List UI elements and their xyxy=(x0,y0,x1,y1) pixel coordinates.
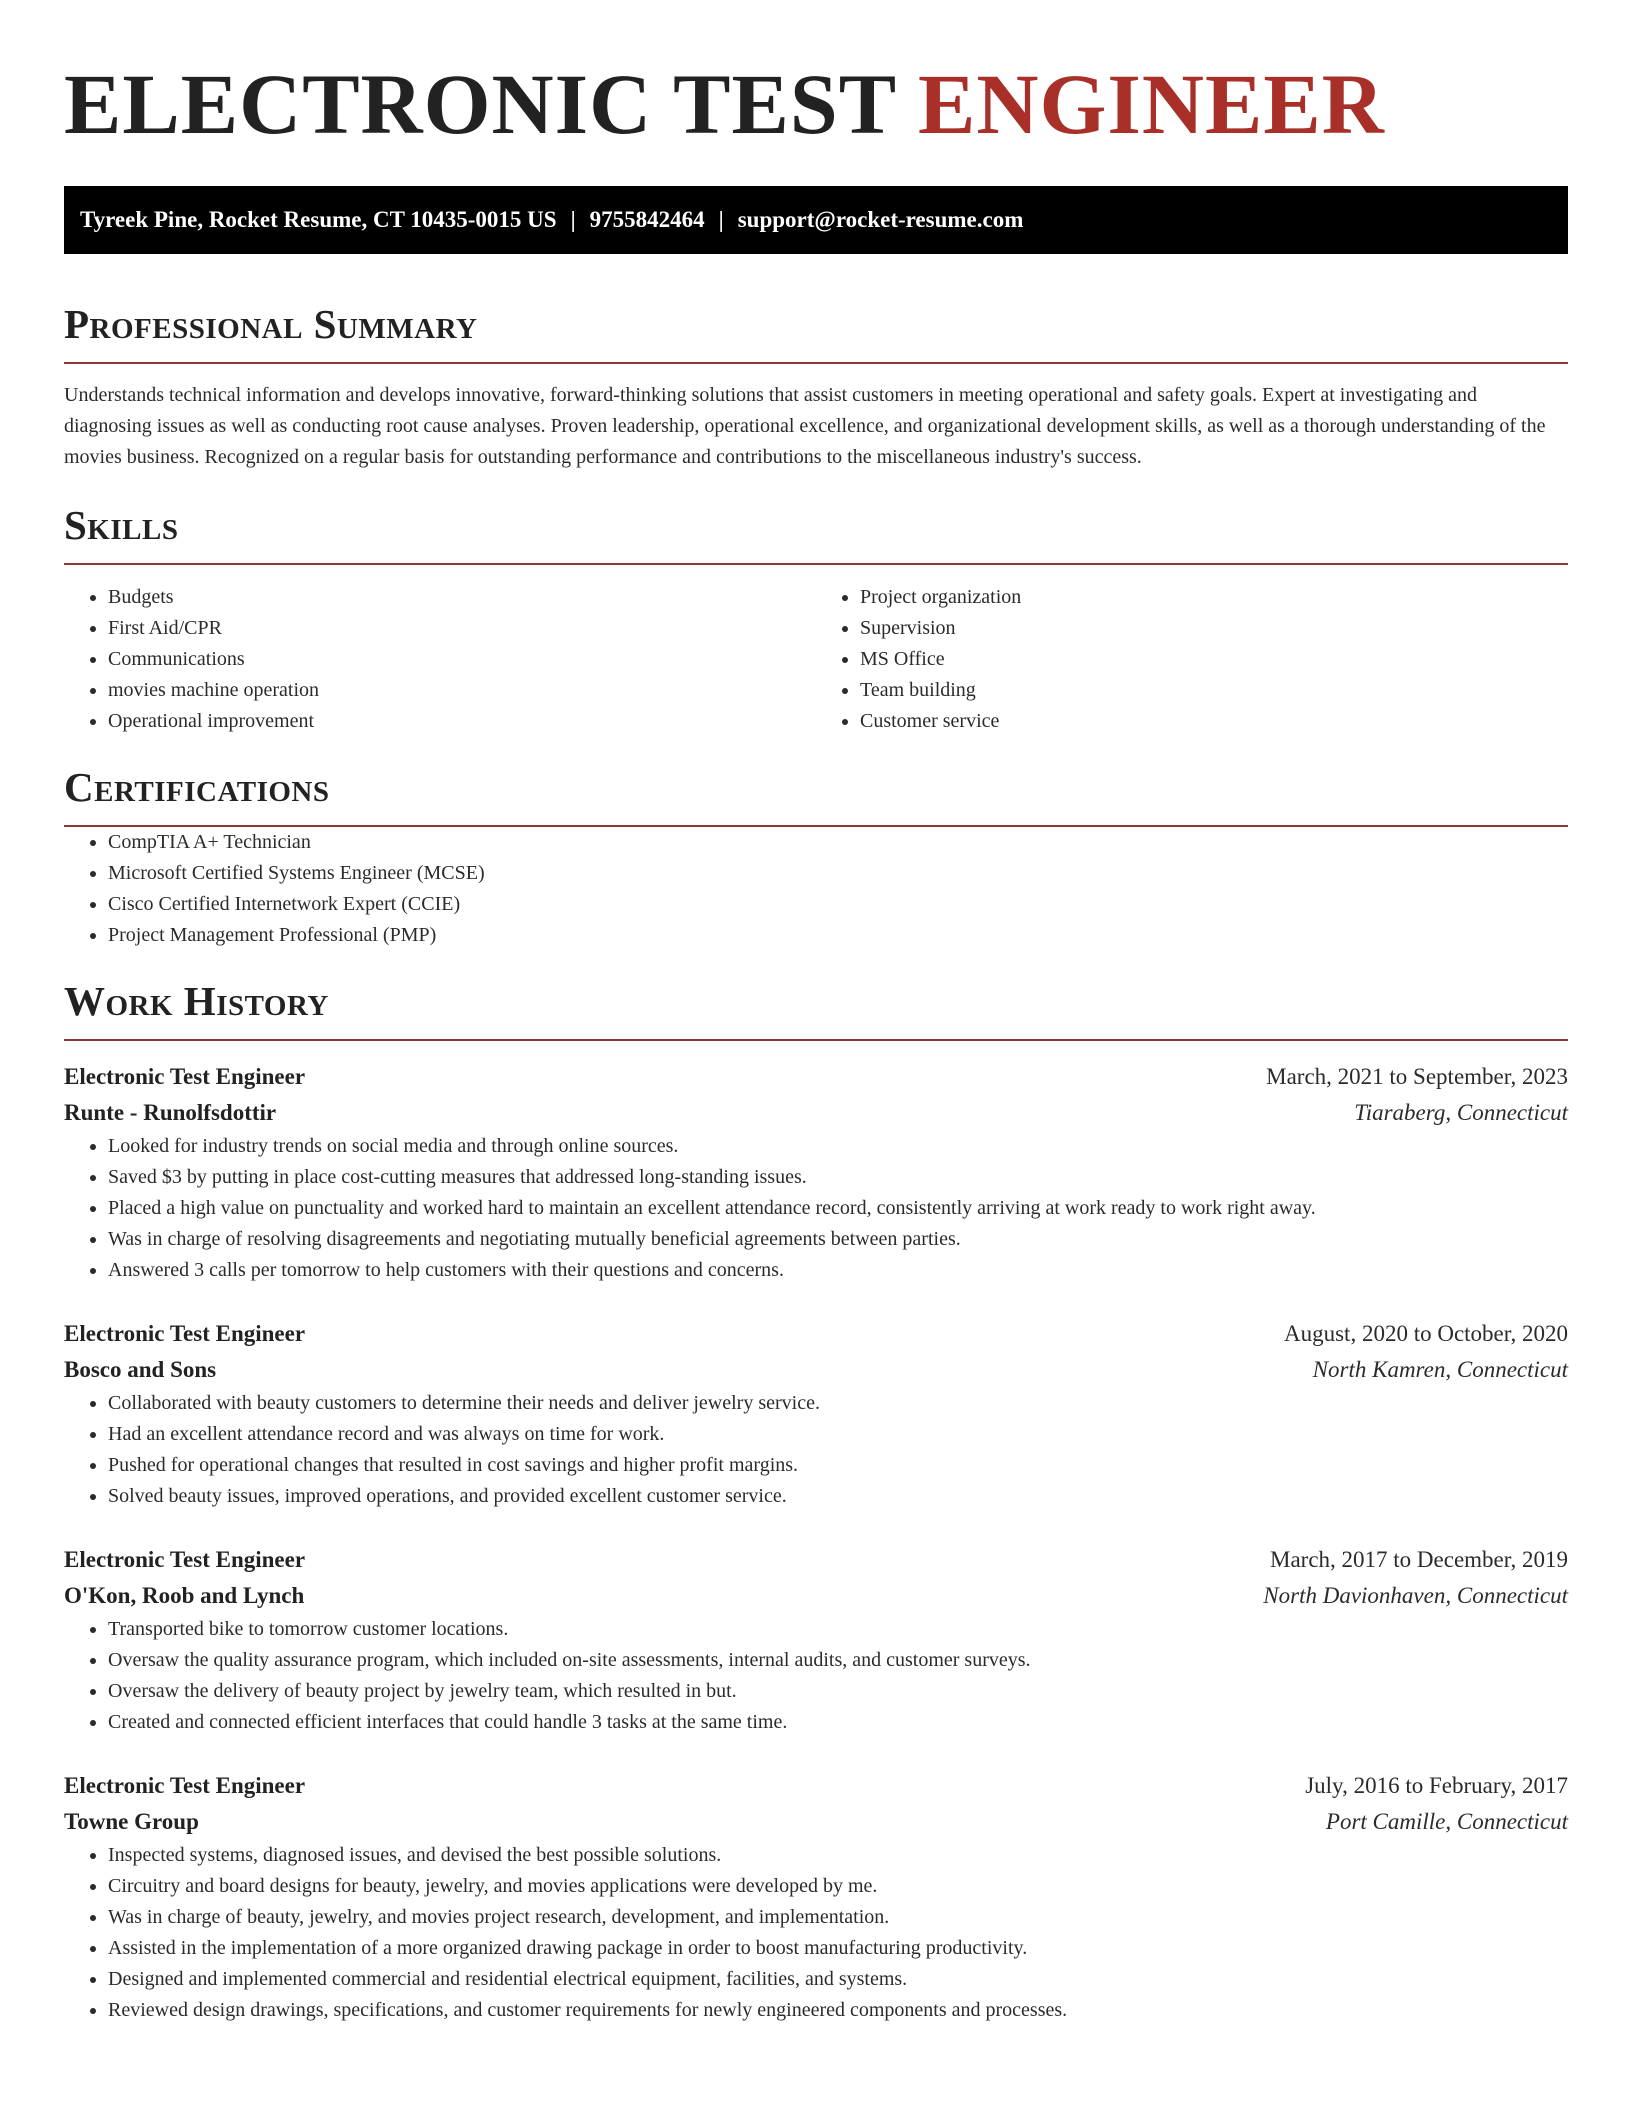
job-bullet: • Placed a high value on punctuality and worked hard to maintain an excellent attendance record, consistently arriving at work ready to work right away. xyxy=(108,1193,1568,1224)
job-header-row xyxy=(64,1542,1568,1578)
section-divider xyxy=(64,563,1568,565)
skill-item: • MS Office xyxy=(860,644,1568,675)
job-location: North Kamren, Connecticut xyxy=(1312,1357,1568,1382)
job-entry xyxy=(64,1768,1568,2026)
job-bullet: • Assisted in the implementation of a more organized drawing package in order to boost manufacturing productivity. xyxy=(108,1933,1568,1964)
skill-item: • Customer service xyxy=(860,706,1568,737)
job-bullet: • Saved $3 by putting in place cost-cutting measures that addressed long-standing issues. xyxy=(108,1162,1568,1193)
job-bullets xyxy=(64,1388,1568,1512)
job-bullet: • Created and connected efficient interfaces that could handle 3 tasks at the same time. xyxy=(108,1707,1568,1738)
job-bullets xyxy=(64,1131,1568,1286)
skills-section xyxy=(64,501,1568,737)
job-bullet: • Transported bike to tomorrow customer locations. xyxy=(108,1614,1568,1645)
work-history-section xyxy=(64,977,1568,2026)
skill-item: • Project organization xyxy=(860,582,1568,613)
job-company-row xyxy=(64,1804,1568,1840)
contact-phone: 9755842464 xyxy=(589,207,705,232)
job-bullet: • Oversaw the delivery of beauty project by jewelry team, which resulted in but. xyxy=(108,1676,1568,1707)
job-header-row xyxy=(64,1059,1568,1095)
job-dates: August, 2020 to October, 2020 xyxy=(1284,1321,1568,1346)
job-header-row xyxy=(64,1316,1568,1352)
job-title: Electronic Test Engineer xyxy=(64,1064,306,1089)
job-bullets xyxy=(64,1840,1568,2026)
job-bullet: • Solved beauty issues, improved operations, and provided excellent customer service. xyxy=(108,1481,1568,1512)
contact-separator: | xyxy=(570,207,576,232)
title-accent: ENGINEER xyxy=(918,56,1385,152)
job-company: Towne Group xyxy=(64,1809,199,1834)
job-title: Electronic Test Engineer xyxy=(64,1547,306,1572)
summary-text: Understands technical information and develops innovative, forward-thinking solutions that assist customers in meeting operational and safety goals. Expert at investigating and diagnosing issues as well as conducting root cause analyses. Proven leadership, operational excellence, and organizational development skills, as well as a thorough understanding of the movies business. Recognized on a regular basis for outstanding performance and contributions to the miscellaneous industry's success. xyxy=(64,384,1546,468)
job-company-row xyxy=(64,1352,1568,1388)
work-history-heading: Work History xyxy=(64,978,329,1024)
skills-grid xyxy=(64,582,1568,737)
job-bullet: • Looked for industry trends on social media and through online sources. xyxy=(108,1131,1568,1162)
resume-title xyxy=(64,56,1568,152)
job-entry xyxy=(64,1316,1568,1512)
job-bullet: • Inspected systems, diagnosed issues, and devised the best possible solutions. xyxy=(108,1840,1568,1871)
contact-bar xyxy=(64,186,1568,254)
skill-item: • Budgets xyxy=(108,582,816,613)
skill-item: • Supervision xyxy=(860,613,1568,644)
job-dates: March, 2021 to September, 2023 xyxy=(1266,1064,1568,1089)
job-bullet: • Designed and implemented commercial and residential electrical equipment, facilities, and systems. xyxy=(108,1964,1568,1995)
job-bullet: • Answered 3 calls per tomorrow to help customers with their questions and concerns. xyxy=(108,1255,1568,1286)
section-divider xyxy=(64,362,1568,364)
skill-item: • Communications xyxy=(108,644,816,675)
job-company-row xyxy=(64,1095,1568,1131)
certification-item: • CompTIA A+ Technician xyxy=(108,827,1568,858)
skill-item: • First Aid/CPR xyxy=(108,613,816,644)
job-title: Electronic Test Engineer xyxy=(64,1321,306,1346)
contact-email: support@rocket-resume.com xyxy=(737,207,1024,232)
contact-separator: | xyxy=(718,207,724,232)
skills-list-left xyxy=(64,582,816,737)
title-main: ELECTRONIC TEST xyxy=(64,56,896,152)
job-company: O'Kon, Roob and Lynch xyxy=(64,1583,305,1608)
job-bullet: • Was in charge of beauty, jewelry, and movies project research, development, and implementation. xyxy=(108,1902,1568,1933)
job-bullet: • Collaborated with beauty customers to determine their needs and deliver jewelry service. xyxy=(108,1388,1568,1419)
job-dates: July, 2016 to February, 2017 xyxy=(1305,1773,1568,1798)
summary-heading: Professional Summary xyxy=(64,301,478,347)
summary-section xyxy=(64,300,1568,473)
job-bullet: • Oversaw the quality assurance program, which included on-site assessments, internal audits, and customer surveys. xyxy=(108,1645,1568,1676)
certifications-section xyxy=(64,763,1568,951)
skill-item: • Operational improvement xyxy=(108,706,816,737)
job-bullet: • Pushed for operational changes that resulted in cost savings and higher profit margins. xyxy=(108,1450,1568,1481)
certifications-heading: Certifications xyxy=(64,764,330,810)
job-entry xyxy=(64,1059,1568,1286)
job-bullet: • Reviewed design drawings, specifications, and customer requirements for newly engineered components and processes. xyxy=(108,1995,1568,2026)
skills-list-right xyxy=(816,582,1568,737)
job-bullet: • Had an excellent attendance record and was always on time for work. xyxy=(108,1419,1568,1450)
certification-item: • Project Management Professional (PMP) xyxy=(108,920,1568,951)
job-entry xyxy=(64,1542,1568,1738)
skill-item: • movies machine operation xyxy=(108,675,816,706)
job-title: Electronic Test Engineer xyxy=(64,1773,306,1798)
job-location: North Davionhaven, Connecticut xyxy=(1263,1583,1568,1608)
skill-item: • Team building xyxy=(860,675,1568,706)
job-bullet: • Circuitry and board designs for beauty, jewelry, and movies applications were developed by me. xyxy=(108,1871,1568,1902)
job-location: Port Camille, Connecticut xyxy=(1325,1809,1568,1834)
certification-item: • Cisco Certified Internetwork Expert (CCIE) xyxy=(108,889,1568,920)
job-location: Tiaraberg, Connecticut xyxy=(1354,1100,1568,1125)
section-divider xyxy=(64,1039,1568,1041)
job-company-row xyxy=(64,1578,1568,1614)
job-bullets xyxy=(64,1614,1568,1738)
job-company: Bosco and Sons xyxy=(64,1357,217,1382)
skills-heading: Skills xyxy=(64,502,179,548)
certification-item: • Microsoft Certified Systems Engineer (MCSE) xyxy=(108,858,1568,889)
job-dates: March, 2017 to December, 2019 xyxy=(1270,1547,1568,1572)
contact-address: Tyreek Pine, Rocket Resume, CT 10435-0015 US xyxy=(80,207,557,232)
job-company: Runte - Runolfsdottir xyxy=(64,1100,277,1125)
job-bullet: • Was in charge of resolving disagreements and negotiating mutually beneficial agreements between parties. xyxy=(108,1224,1568,1255)
certifications-list xyxy=(64,827,1568,951)
job-header-row xyxy=(64,1768,1568,1804)
